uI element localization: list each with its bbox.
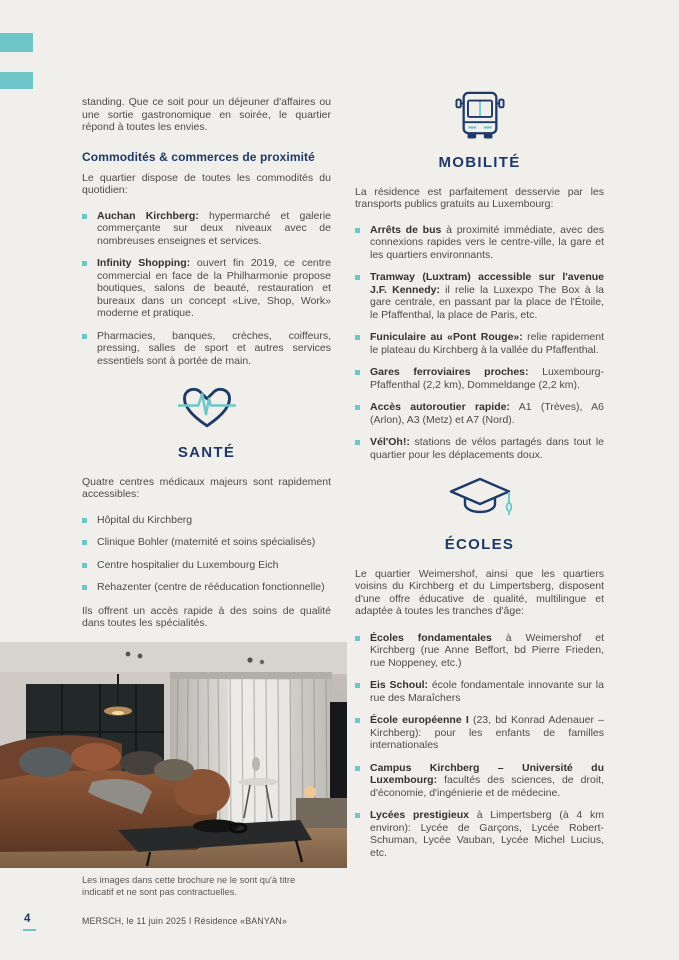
list-item-text: (23, bd Konrad Adenauer – Kirchberg): pour les enfants de familles internationales [370, 714, 605, 751]
list-item-lead: Arrêts de bus [370, 223, 442, 236]
bullet-square-icon [355, 813, 360, 818]
list-item [355, 401, 604, 426]
ecoles-icon-block [355, 476, 604, 526]
commodites-lead: Le quartier dispose de toutes les commodités du quotidien: [82, 171, 331, 196]
list-item-text: facultés des sciences, de droit, d'économie, d'ingénierie et de médecine. [370, 774, 604, 799]
list-item [82, 330, 331, 368]
sante-lead: Quatre centres médicaux majeurs sont rapidement accessibles: [82, 475, 331, 500]
left-column [82, 96, 331, 630]
list-item-lead: Écoles fondamentales [370, 631, 492, 644]
accent-bar-top [0, 33, 33, 52]
commodites-heading: Commodités & commerces de proximité [82, 149, 315, 164]
photo-caption: Les images dans cette brochure ne le sont qu'à titre indicatif et ne sont pas contractuelles. [82, 875, 296, 897]
list-item-text: hypermarché et galerie commerçante sur deux niveaux avec de nombreuses enseignes et services. [97, 209, 331, 247]
list-item-lead: Gares ferroviaires proches: [370, 366, 529, 378]
list-item-lead: Accès autoroutier rapide: [370, 401, 510, 413]
bullet-square-icon [82, 518, 87, 523]
bullet-square-icon [82, 214, 87, 219]
mobilite-heading: MOBILITÉ [438, 153, 521, 171]
list-item-text: Clinique Bohler (maternité et soins spécialisés) [97, 536, 316, 548]
bus-icon [452, 131, 508, 143]
list-item [355, 632, 604, 670]
list-item [355, 366, 604, 391]
page-number-rule [23, 929, 36, 931]
intro-paragraph: standing. Que ce soit pour un déjeuner d'affaires ou une sortie gastronomique en soirée, le quartier répond à toutes les envies. [82, 96, 331, 133]
list-item-text: il relie la Luxexpo The Box à la gare centrale, en passant par la place de l'Étoile, le Pfaffenthal, la place de Paris, etc. [370, 283, 604, 321]
list-item-lead: Auchan Kirchberg: [97, 209, 199, 222]
bullet-square-icon [355, 718, 360, 723]
list-item-text: Centre hospitalier du Luxembourg Eich [97, 558, 279, 571]
graduation-cap-icon [448, 513, 512, 525]
list-item [355, 331, 604, 356]
list-item [355, 714, 604, 752]
interior-photo [0, 642, 347, 868]
bullet-square-icon [355, 228, 360, 233]
list-item [82, 581, 331, 594]
list-item-text: Rehazenter (centre de rééducation fonctionnelle) [97, 581, 325, 593]
sante-heading: SANTÉ [177, 443, 236, 461]
list-item [82, 514, 331, 527]
mobilite-lead: La résidence est parfaitement desservie par les transports publics gratuits au Luxembourg: [355, 185, 604, 210]
sante-icon-block [82, 383, 331, 434]
bullet-square-icon [82, 563, 87, 568]
ecoles-heading: ÉCOLES [444, 535, 515, 553]
list-item [355, 224, 604, 262]
bullet-square-icon [355, 405, 360, 410]
list-item-lead: Funiculaire au «Pont Rouge»: [370, 331, 523, 343]
bullet-square-icon [355, 636, 360, 641]
mobilite-list [355, 224, 604, 462]
sante-list [82, 514, 331, 594]
bullet-square-icon [82, 540, 87, 545]
list-item-text: école fondamentale innovante sur la rue des Maraîchers [370, 679, 604, 704]
list-item-text: relie rapidement le plateau du Kirchberg à la vallée du Pfaffenthal. [370, 331, 604, 356]
list-item-text: Pharmacies, banques, crèches, coiffeurs, pressing, salles de sport et autres services essentiels sont à portée de main. [97, 329, 331, 367]
list-item [355, 762, 604, 800]
bullet-square-icon [355, 440, 360, 445]
list-item-lead: Infinity Shopping: [97, 257, 191, 269]
list-item [355, 436, 604, 461]
commodites-list [82, 210, 331, 368]
heart-pulse-icon [178, 421, 236, 433]
ecoles-lead: Le quartier Weimershof, ainsi que les quartiers voisins du Kirchberg et du Limpertsberg, disposent d'une offre éducative de qualité, multilingue et adaptée à toutes les tranches d'âge: [355, 567, 604, 617]
right-column [355, 90, 604, 859]
list-item [82, 536, 331, 549]
sante-outro: Ils offrent un accès rapide à des soins de qualité dans toutes les spécialités. [82, 604, 331, 629]
list-item-text: A1 (Trèves), A6 (Arlon), A3 (Metz) et A7 (Nord). [370, 401, 605, 426]
bullet-square-icon [82, 261, 87, 266]
list-item-lead: École européenne I [370, 714, 469, 726]
list-item-text: à proximité immédiate, avec des connexions rapides vers le centre-ville, la gare et les quartiers environnants. [370, 223, 605, 261]
list-item-text: Hôpital du Kirchberg [97, 513, 193, 526]
list-item-text: stations de vélos partagés dans tout le quartier pour les déplacements doux. [370, 436, 604, 461]
mobilite-icon-block [355, 90, 604, 144]
footer-text: MERSCH, le 11 juin 2025 I Résidence «BANYAN» [82, 916, 288, 926]
list-item [355, 679, 604, 704]
ecoles-list [355, 632, 604, 860]
bullet-square-icon [355, 683, 360, 688]
list-item-lead: Lycées prestigieux [370, 809, 469, 821]
bullet-square-icon [82, 334, 87, 339]
list-item-lead: Eis Schoul: [370, 679, 429, 691]
list-item [355, 271, 604, 321]
list-item-text: Luxembourg-Pfaffenthal (2,2 km), Dommeldange (2,2 km). [370, 366, 604, 391]
bullet-square-icon [355, 275, 360, 280]
list-item-text: à Limpertsberg (à 4 km environ): Lycée de Garçons, Lycée Robert-Schuman, Lycée Vauban, Lycée Michel Lucius, etc. [370, 809, 604, 859]
list-item [82, 559, 331, 572]
list-item [355, 809, 604, 859]
accent-bar-bottom [0, 72, 33, 89]
bullet-square-icon [82, 585, 87, 590]
list-item [82, 257, 331, 320]
page-number: 4 [24, 913, 31, 925]
bullet-square-icon [355, 766, 360, 771]
list-item [82, 210, 331, 248]
list-item-text: ouvert fin 2019, ce centre commercial en face de la Philharmonie propose boutiques, salons de beauté, restauration et bureaux dans un concept «Live, Shop, Work» moderne et pratique. [97, 257, 331, 319]
list-item-lead: Tramway (Luxtram) accessible sur l'avenue J.F. Kennedy: [370, 271, 604, 296]
list-item-lead: Campus Kirchberg – Université du Luxembourg: [370, 761, 604, 786]
bullet-square-icon [355, 370, 360, 375]
list-item-text: à Weimershof et Kirchberg (rue Anne Beffort, bd Pierre Frieden, rue Noppeney, etc.) [370, 631, 604, 669]
list-item-lead: Vél'Oh!: [370, 436, 410, 448]
bullet-square-icon [355, 335, 360, 340]
